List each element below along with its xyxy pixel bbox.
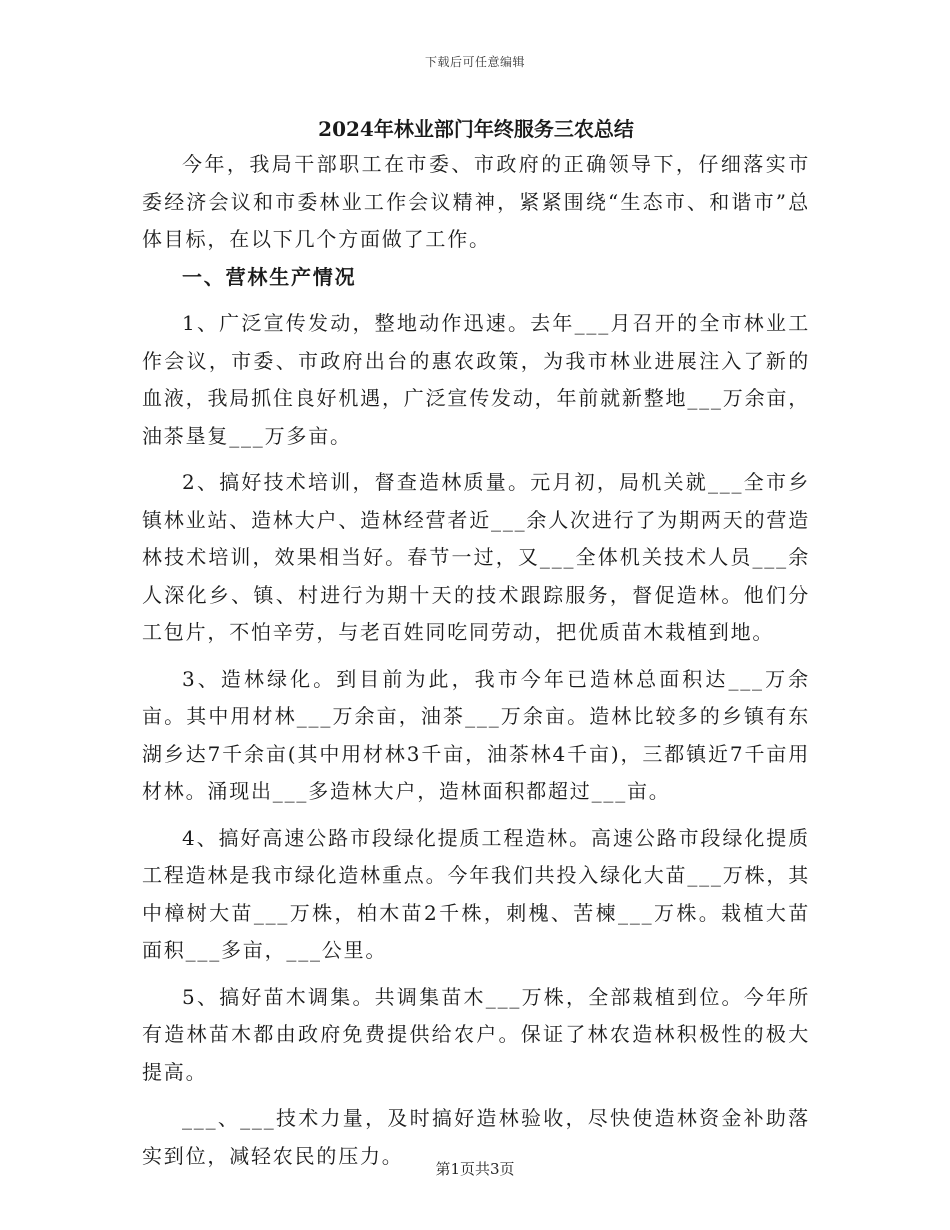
- paragraph-3: 3、造林绿化。到目前为此，我市今年已造林总面积达___万余亩。其中用材林___万余亩，油茶___万余亩。造林比较多的乡镇有东湖乡达7千余亩(其中用材林3千亩，油茶林4千亩)，三都镇近7千亩用材林。涌现出___多造林大户，造林面积都超过___亩。: [142, 666, 810, 803]
- paragraph-4: 4、搞好高速公路市段绿化提质工程造林。高速公路市段绿化提质工程造林是我市绿化造林重点。今年我们共投入绿化大苗___万株，其中樟树大苗___万株，柏木苗2千株，刺槐、苦楝___万株。栽植大苗面积___多亩，___公里。: [142, 825, 810, 962]
- header-note: 下载后可任意编辑: [424, 55, 525, 69]
- document-title: 2024年林业部门年终服务三农总结: [318, 117, 634, 141]
- paragraph-6: ___、___技术力量，及时搞好造林验收，尽快使造林资金补助落实到位，减轻农民的压力。: [142, 1106, 810, 1168]
- intro-paragraph: 今年，我局干部职工在市委、市政府的正确领导下，仔细落实市委经济会议和市委林业工作会议精神，紧紧围绕“生态市、和谐市”总体目标，在以下几个方面做了工作。: [142, 152, 810, 251]
- paragraph-2: 2、搞好技术培训，督查造林质量。元月初，局机关就___全市乡镇林业站、造林大户、造林经营者近___余人次进行了为期两天的营造林技术培训，效果相当好。春节一过，又___全体机关技术人员___余人深化乡、镇、村进行为期十天的技术跟踪服务，督促造林。他们分工包片，不怕辛劳，与老百姓同吃同劳动，把优质苗木栽植到地。: [142, 470, 810, 644]
- paragraph-1: 1、广泛宣传发动，整地动作迅速。去年___月召开的全市林业工作会议，市委、市政府出台的惠农政策，为我市林业进展注入了新的血液，我局抓住良好机遇，广泛宣传发动，年前就新整地___万余亩，油茶垦复___万多亩。: [142, 311, 810, 448]
- section-heading: 一、营林生产情况: [182, 264, 357, 289]
- document-body: [142, 112, 810, 1175]
- paragraph-5: 5、搞好苗木调集。共调集苗木___万株，全部栽植到位。今年所有造林苗木都由政府免费提供给农户。保证了林农造林积极性的极大提高。: [142, 984, 810, 1084]
- page-footer: 第1页共3页: [435, 1160, 515, 1178]
